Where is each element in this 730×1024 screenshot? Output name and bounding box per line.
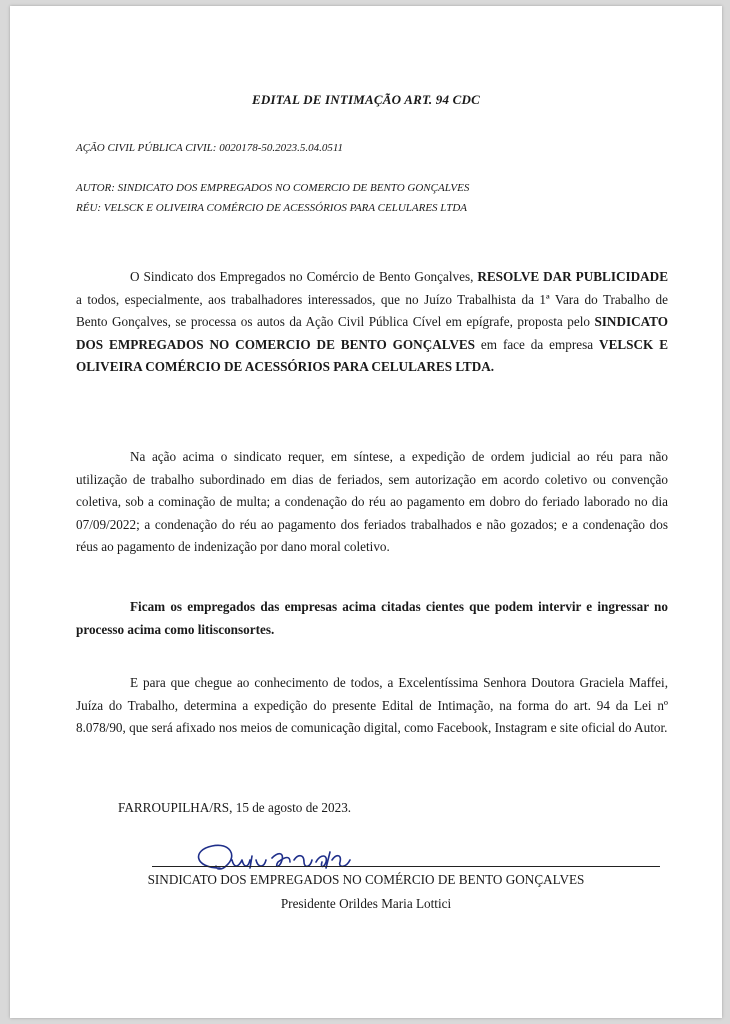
p1-text-c: a todos, especialmente, aos trabalhadores interessados, que no Juízo Trabalhista da 1ª Vara do Trabalho de Bento Gonçalves, se processa os autos da Ação Civil Pública Cível em epígrafe, proposta pelo	[76, 291, 668, 329]
p1-bold-resolve: RESOLVE DAR PUBLICIDADE	[477, 269, 668, 284]
document-page	[10, 6, 722, 1018]
p1-bold-union: SINDICATO DOS EMPREGADOS NO COMERCIO DE BENTO GONÇALVES	[76, 314, 668, 352]
paragraph-notice	[76, 596, 668, 641]
signature-president: Presidente Orildes Maria Lottici	[280, 896, 452, 911]
document-title: EDITAL DE INTIMAÇÃO ART. 94 CDC	[252, 92, 480, 107]
p1-text-e: em face da empresa	[474, 336, 600, 352]
date-line: FARROUPILHA/RS, 15 de agosto de 2023.	[118, 800, 352, 815]
paragraph-request	[76, 446, 668, 559]
p1-text-a: O Sindicato dos Empregados no Comércio de Bento Gonçalves,	[130, 269, 478, 284]
p1-bold-company: VELSCK E OLIVEIRA COMÉRCIO DE ACESSÓRIOS PARA CELULARES LTDA.	[76, 336, 668, 374]
defendant-line: RÉU: VELSCK E OLIVEIRA COMÉRCIO DE ACESSÓRIOS PARA CELULARES LTDA	[76, 202, 467, 214]
p4-text: E para que chegue ao conhecimento de todos, a Excelentíssima Senhora Doutora Graciela Maffei, Juíza do Trabalho, determina a expedição do presente Edital de Intimação, na forma do art. 94 da Lei nº 8.078/90, que será afixado nos meios de comunicação digital, como Facebook, Instagram e site oficial do Autor.	[76, 675, 668, 735]
case-number: AÇÃO CIVIL PÚBLICA CIVIL: 0020178-50.2023.5.04.0511	[76, 142, 344, 154]
author-line: AUTOR: SINDICATO DOS EMPREGADOS NO COMERCIO DE BENTO GONÇALVES	[76, 182, 470, 194]
p2-text: Na ação acima o sindicato requer, em síntese, a expedição de ordem judicial ao réu para não utilização de trabalho subordinado em dias de feriados, sem autorização em acordo coletivo ou convenção coletiva, sob a cominação de multa; a condenação do réu ao pagamento em dobro do feriado laborado no dia 07/09/2022; a condenação do réu ao pagamento dos feriados trabalhados e não gozados; e a condenação dos réus ao pagamento de indenização por dano moral coletivo.	[76, 449, 668, 554]
signature-line	[152, 866, 660, 867]
signature-organization: SINDICATO DOS EMPREGADOS NO COMÉRCIO DE BENTO GONÇALVES	[147, 872, 585, 887]
paragraph-publicity	[76, 266, 668, 379]
p3-text: Ficam os empregados das empresas acima citadas cientes que podem intervir e ingressar no processo acima como litisconsortes.	[76, 599, 668, 637]
paragraph-determination	[76, 672, 668, 740]
